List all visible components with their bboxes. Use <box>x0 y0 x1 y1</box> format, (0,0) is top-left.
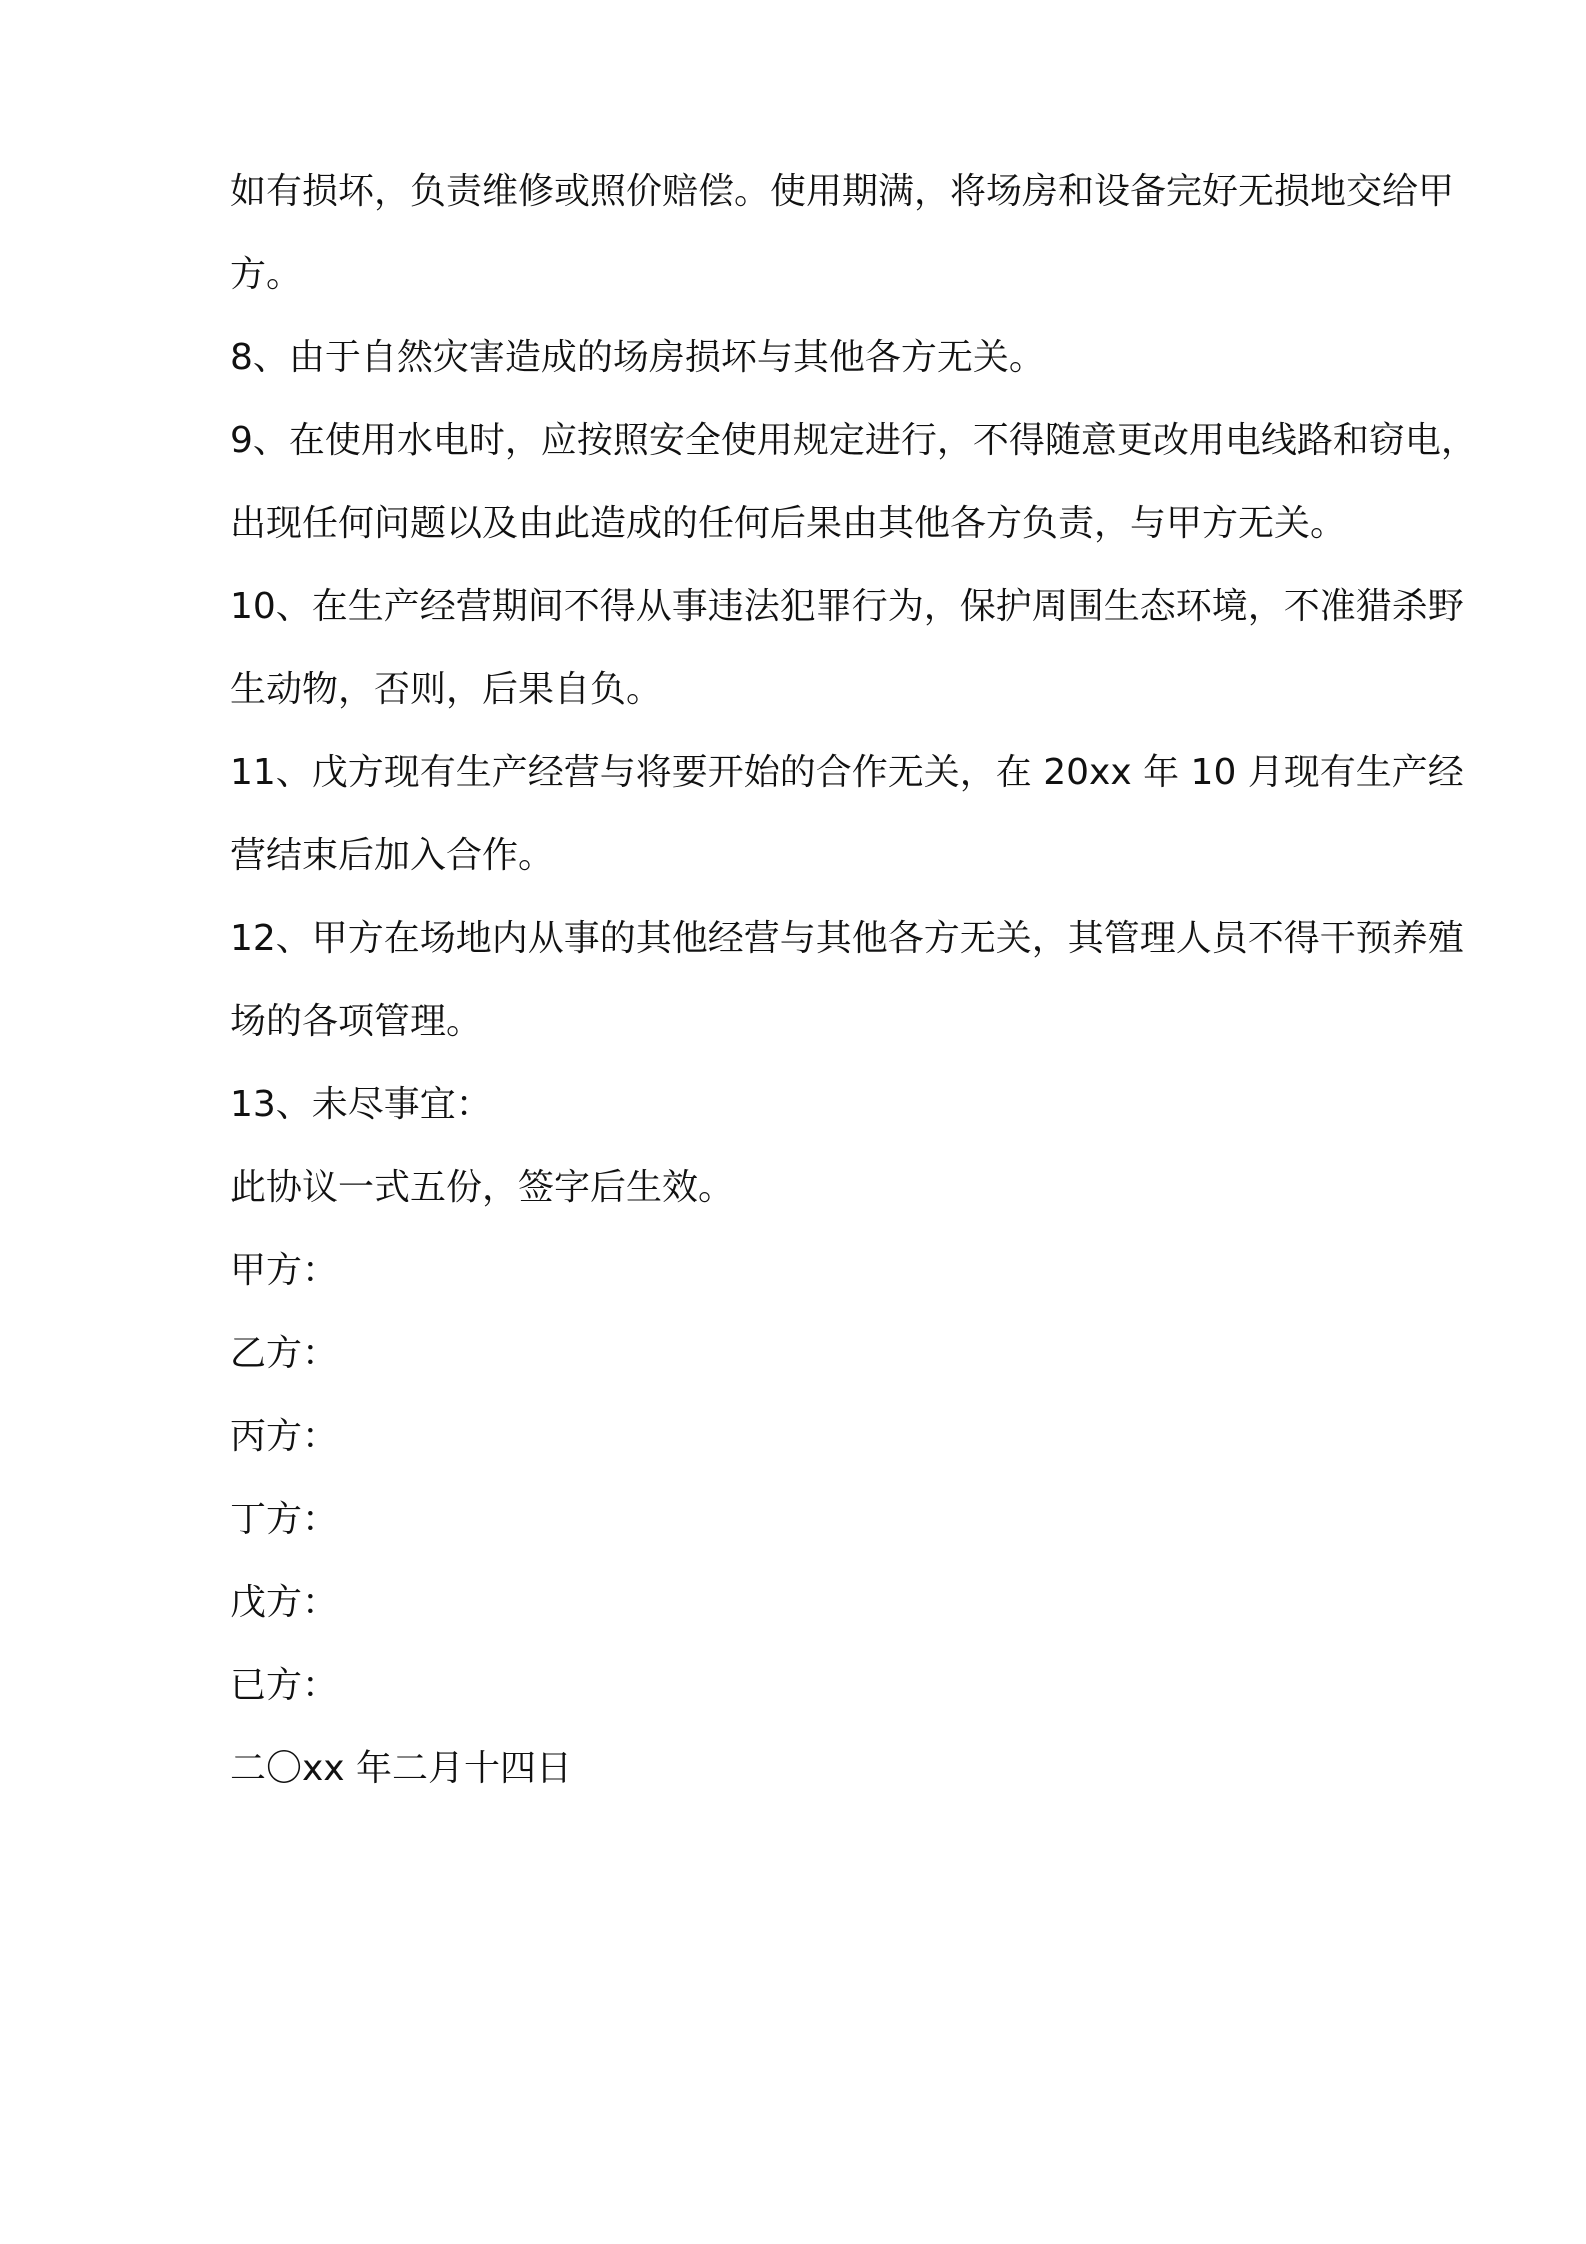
document-date: 二〇xx 年二月十四日 <box>230 1748 573 1789</box>
signature-party-b: 乙方： <box>230 1333 339 1374</box>
paragraph-clause-11: 11、戊方现有生产经营与将要开始的合作无关，在 20xx 年 10 月现有生产经营结束后加入合作。 <box>230 752 1464 876</box>
signature-party-d: 丁方： <box>230 1499 339 1540</box>
signature-party-a: 甲方： <box>230 1250 339 1291</box>
signature-party-f: 已方： <box>230 1665 339 1706</box>
signature-party-c: 丙方： <box>230 1416 339 1457</box>
document-body <box>230 150 1490 1810</box>
paragraph-clause-10: 10、在生产经营期间不得从事违法犯罪行为，保护周围生态环境，不准猎杀野生动物，否则，后果自负。 <box>230 586 1464 710</box>
paragraph-damage-clause: 如有损坏，负责维修或照价赔偿。使用期满，将场房和设备完好无损地交给甲方。 <box>230 171 1455 295</box>
paragraph-clause-9: 9、在使用水电时，应按照安全使用规定进行，不得随意更改用电线路和窃电，出现任何问题以及由此造成的任何后果由其他各方负责，与甲方无关。 <box>230 420 1477 544</box>
paragraph-clause-13: 13、未尽事宜： <box>230 1084 492 1125</box>
paragraph-clause-8: 8、由于自然灾害造成的场房损坏与其他各方无关。 <box>230 337 1045 378</box>
signature-party-e: 戊方： <box>230 1582 339 1623</box>
paragraph-clause-12: 12、甲方在场地内从事的其他经营与其他各方无关，其管理人员不得干预养殖场的各项管理。 <box>230 918 1464 1042</box>
paragraph-copies-note: 此协议一式五份，签字后生效。 <box>230 1167 735 1208</box>
